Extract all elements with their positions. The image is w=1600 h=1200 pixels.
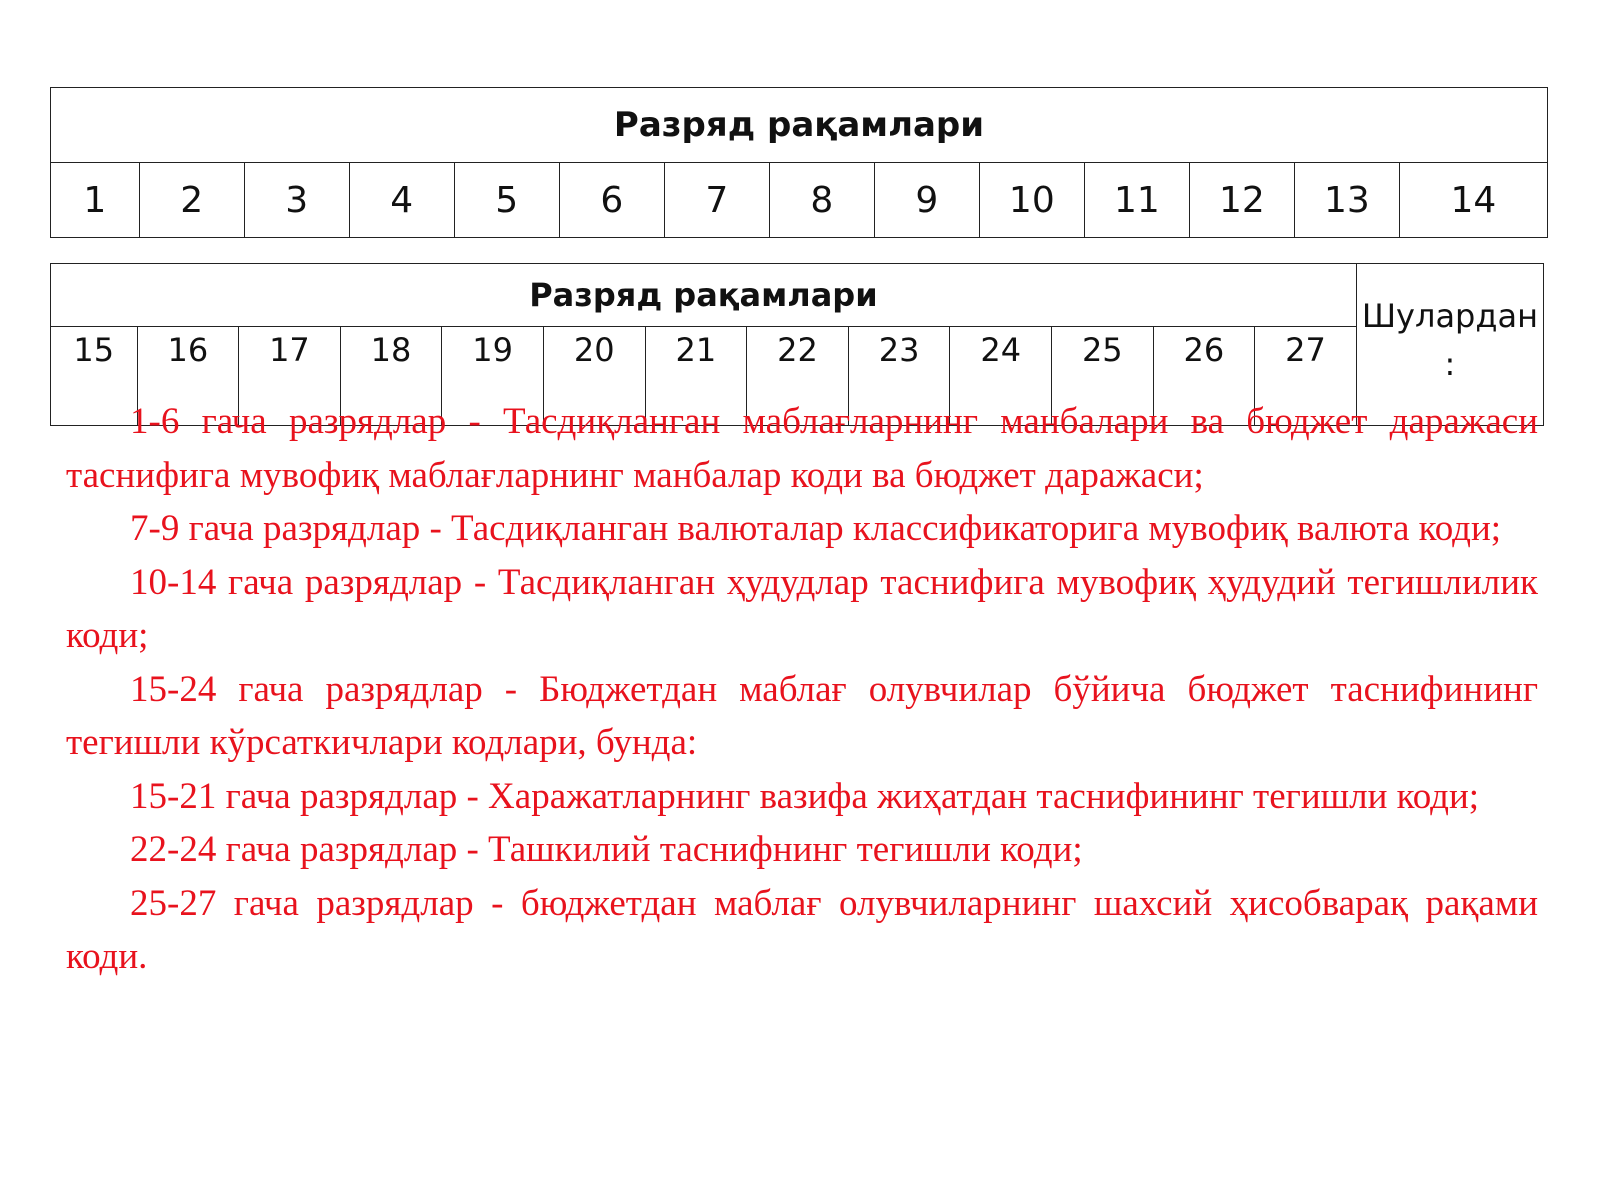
digit-cell: 15	[51, 327, 138, 426]
digit-cell: 22	[747, 327, 849, 426]
digit-cell: 11	[1084, 163, 1189, 238]
note-paragraph: 1-6 гача разрядлар - Тасдиқланган маблағларнинг манбалари ва бюджет даражаси таснифига мувофиқ маблағларнинг манбалар коди ва бюджет даражаси;	[66, 401, 1538, 496]
digit-cell: 24	[950, 327, 1052, 426]
digit-notes	[66, 395, 1538, 984]
note-paragraph: 15-24 гача разрядлар - Бюджетдан маблағ олувчилар бўйича бюджет таснифининг тегишли кўрсаткичлари кодлари, бунда:	[66, 668, 1538, 763]
table-top-header: Разряд рақамлари	[51, 88, 1548, 163]
side-label: Шулардан	[1361, 297, 1539, 335]
digit-cell: 18	[340, 327, 442, 426]
note-paragraph: 10-14 гача разрядлар - Тасдиқланган ҳудудлар таснифига мувофиқ ҳудудий тегишлилик коди;	[66, 561, 1538, 656]
note-paragraph: 22-24 гача разрядлар - Ташкилий таснифнинг тегишли коди;	[130, 829, 1083, 870]
digit-cell: 17	[239, 327, 341, 426]
digit-cell: 13	[1294, 163, 1399, 238]
digit-cell: 7	[664, 163, 769, 238]
digit-cell: 5	[454, 163, 559, 238]
digit-cell: 26	[1153, 327, 1255, 426]
digit-cell: 4	[349, 163, 454, 238]
digit-cell: 2	[139, 163, 244, 238]
digit-cell: 1	[51, 163, 140, 238]
note-paragraph: 7-9 гача разрядлар - Тасдиқланган валюталар классификаторига мувофиқ валюта коди;	[130, 508, 1502, 549]
side-colon: :	[1444, 345, 1456, 383]
digit-cell: 20	[543, 327, 645, 426]
digit-cell: 21	[645, 327, 747, 426]
digit-cell: 3	[244, 163, 349, 238]
note-paragraph: 25-27 гача разрядлар - бюджетдан маблағ олувчиларнинг шахсий ҳисобварақ рақами коди.	[66, 882, 1538, 977]
digit-cell: 27	[1255, 327, 1357, 426]
digit-cell: 12	[1189, 163, 1294, 238]
digit-cell: 19	[442, 327, 544, 426]
digit-cell: 6	[559, 163, 664, 238]
digit-cell: 14	[1399, 163, 1547, 238]
digit-cell: 8	[769, 163, 874, 238]
digit-table-top	[50, 87, 1548, 238]
digit-cell: 25	[1052, 327, 1154, 426]
digit-cell: 10	[979, 163, 1084, 238]
note-paragraph: 15-21 гача разрядлар - Харажатларнинг вазифа жиҳатдан таснифининг тегишли коди;	[130, 775, 1480, 817]
digit-cell: 9	[874, 163, 979, 238]
digit-cell: 16	[137, 327, 239, 426]
digit-cell: 23	[848, 327, 950, 426]
table-bottom-header: Разряд рақамлари	[51, 264, 1357, 327]
